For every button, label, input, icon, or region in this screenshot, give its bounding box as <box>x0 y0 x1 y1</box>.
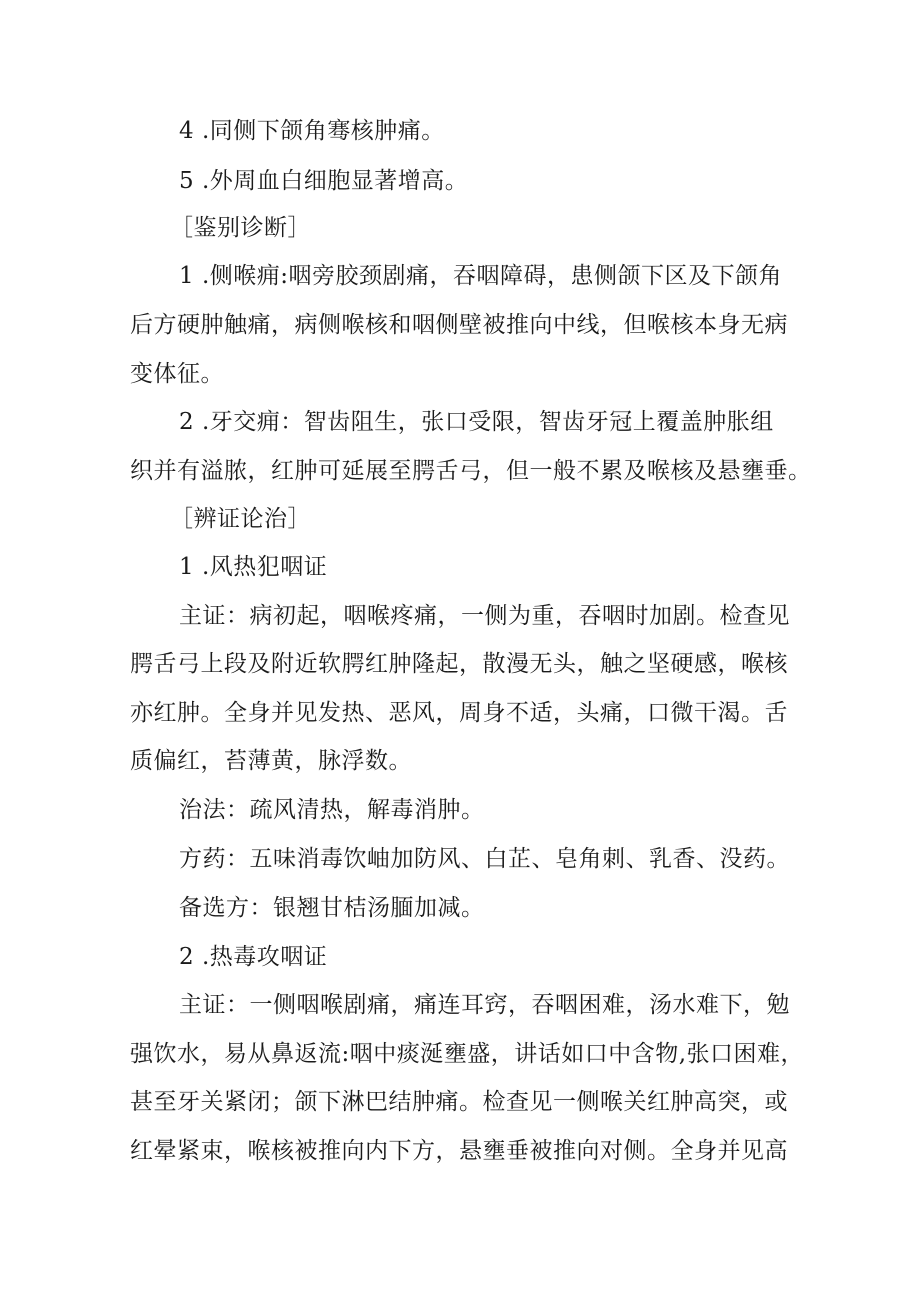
paragraph-line: 织并有溢脓，红肿可延展至腭舌弓，但一般不累及喉核及悬壅垂。 <box>130 458 812 484</box>
paragraph-line: 主证：一侧咽喉剧痛，痛连耳窍，吞咽困难，汤水难下，勉 <box>179 992 790 1018</box>
list-item-5: 5 .外周血白细胞显著增高。 <box>179 168 469 194</box>
treatment-method-line: 治法：疏风清热，解毒消肿。 <box>179 797 485 823</box>
paragraph-line: 强饮水，易从鼻返流:咽中痰涎壅盛，讲话如口中含物,张口困难， <box>130 1041 805 1067</box>
paragraph-line: 甚至牙关紧闭；颌下淋巴结肿痛。检查见一侧喉关红肿高突，或 <box>130 1089 788 1115</box>
section-heading-differential-diagnosis: ［鉴别诊断］ <box>170 215 311 241</box>
alternative-prescription-line: 备选方：银翘甘桔汤腼加减。 <box>179 895 485 921</box>
paragraph-line: 后方硬肿触痛，病侧喉核和咽侧壁被推向中线，但喉核本身无病 <box>130 312 788 338</box>
paragraph-line: 腭舌弓上段及附近软腭红肿隆起，散漫无头，触之坚硬感，喉核 <box>130 651 788 677</box>
paragraph-line: 1 .侧喉痈:咽旁胶颈剧痛，吞咽障碍，患侧颌下区及下颌角 <box>179 263 783 289</box>
paragraph-line: 2 .牙交痈：智齿阻生，张口受限，智齿牙冠上覆盖肿胀组 <box>179 409 774 435</box>
list-item-4: 4 .同侧下颌角骞核肿痛。 <box>179 118 445 144</box>
section-heading-syndrome-treatment: ［辨证论治］ <box>170 506 311 532</box>
paragraph-line: 红晕紧束，喉核被推向内下方，悬壅垂被推向对侧。全身并见高 <box>130 1138 788 1164</box>
paragraph-line: 变体征。 <box>130 361 224 387</box>
paragraph-line: 质偏红，苔薄黄，脉浮数。 <box>130 748 412 774</box>
subheading-wind-heat: 1 .风热犯咽证 <box>179 554 328 580</box>
subheading-heat-toxin: 2 .热毒攻咽证 <box>179 944 328 970</box>
paragraph-line: 主证：病初起，咽喉疼痛，一侧为重，吞咽时加剧。检查见 <box>179 603 790 629</box>
paragraph-line: 亦红肿。全身并见发热、恶风，周身不适，头痛，口微干渴。舌 <box>130 700 788 726</box>
prescription-line: 方药：五味消毒饮岫加防风、白芷、皂角刺、乳香、没药。 <box>179 846 790 872</box>
